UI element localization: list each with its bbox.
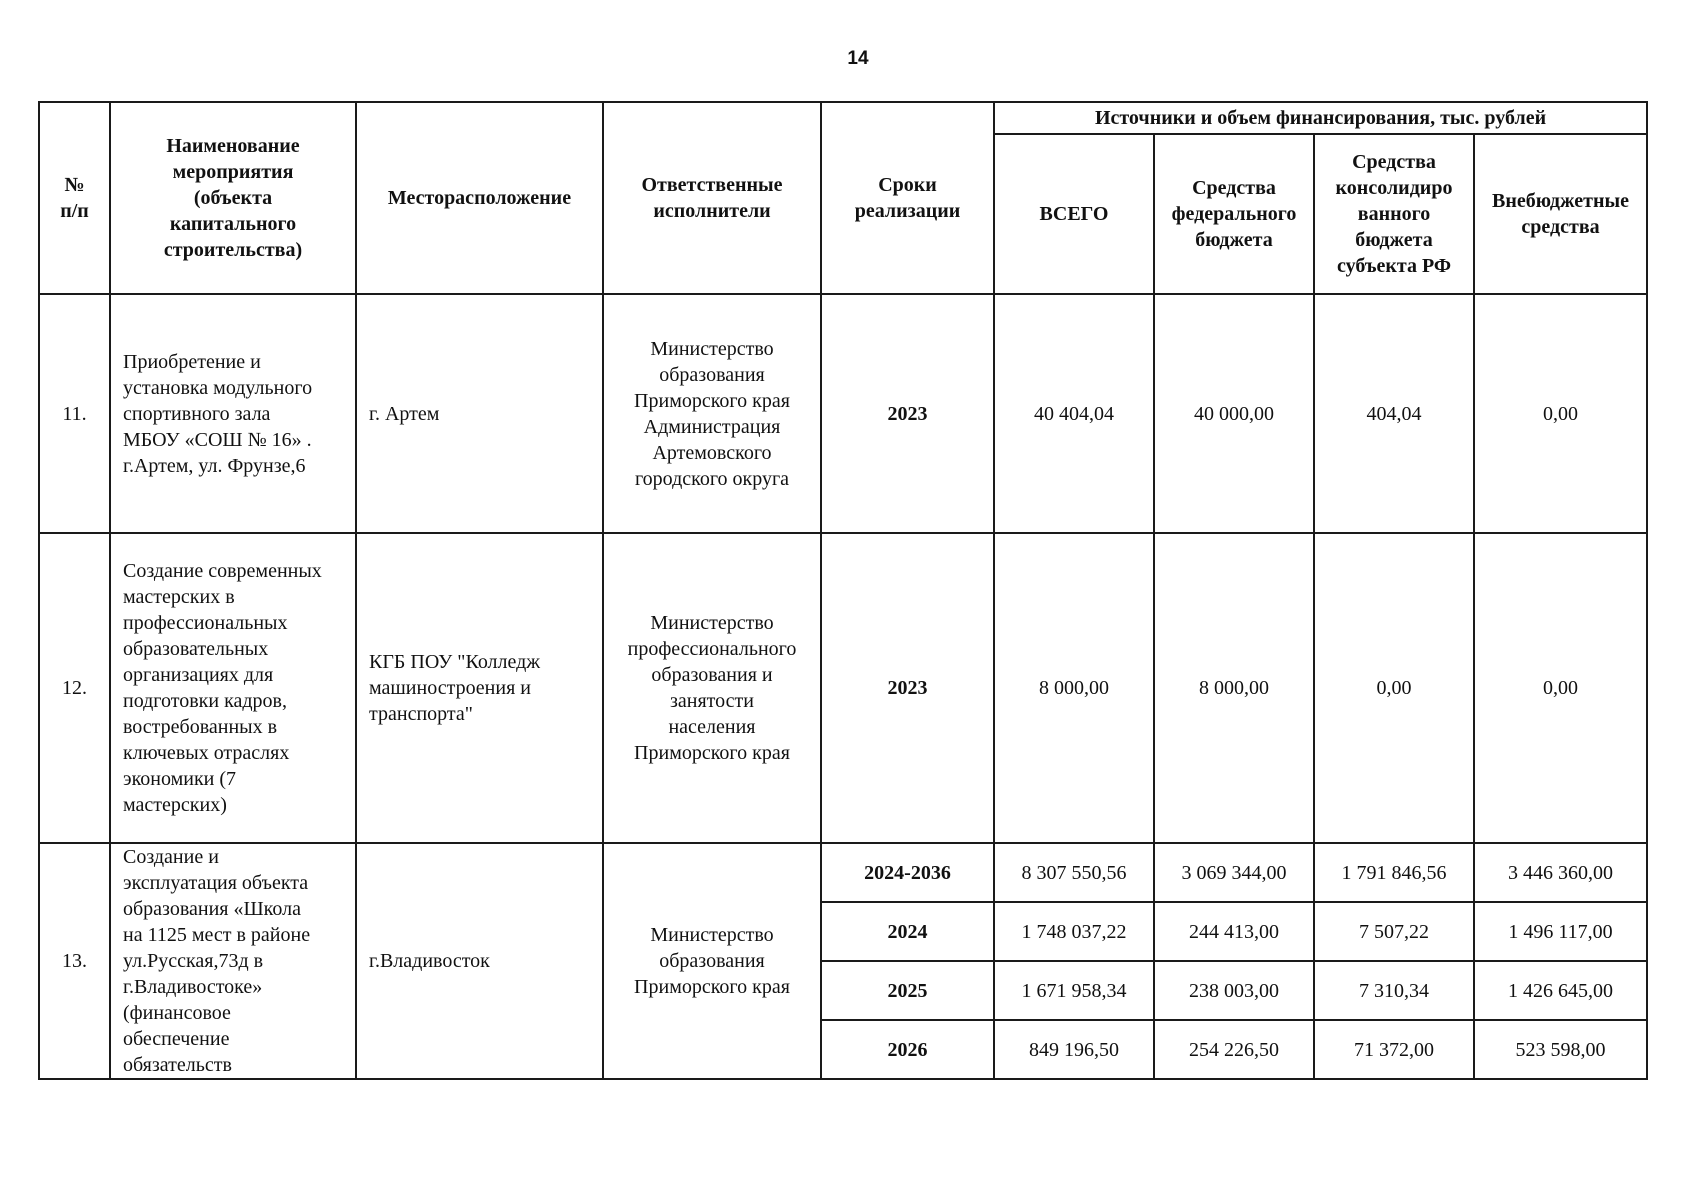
row-year: 2023 — [821, 294, 994, 533]
row-year: 2023 — [821, 533, 994, 843]
header-federal: Средства федерального бюджета — [1154, 134, 1314, 294]
row-executors: Министерство образования Приморского края Администрация Артемовского городского округа — [603, 294, 821, 533]
header-location: Месторасположение — [356, 102, 603, 294]
header-extra: Внебюджетные средства — [1474, 134, 1647, 294]
row-extra: 3 446 360,00 — [1474, 843, 1647, 902]
row-executors: Министерство образования Приморского края — [603, 843, 821, 1079]
row-federal: 40 000,00 — [1154, 294, 1314, 533]
row-year: 2024 — [821, 902, 994, 961]
row-federal: 3 069 344,00 — [1154, 843, 1314, 902]
header-name: Наименование мероприятия (объекта капитального строительства) — [110, 102, 356, 294]
row-name: Создание и эксплуатация объекта образования «Школа на 1125 мест в районе ул.Русская,73д в г.Владивостоке» (финансовое обеспечение обязательств — [110, 843, 356, 1079]
row-year: 2025 — [821, 961, 994, 1020]
header-executors: Ответственные исполнители — [603, 102, 821, 294]
row-executors: Министерство профессионального образования и занятости населения Приморского края — [603, 533, 821, 843]
table-row — [39, 533, 1647, 843]
row-num: 11. — [39, 294, 110, 533]
row-total: 8 000,00 — [994, 533, 1154, 843]
row-extra: 1 426 645,00 — [1474, 961, 1647, 1020]
row-location: г.Владивосток — [356, 843, 603, 1079]
row-extra: 1 496 117,00 — [1474, 902, 1647, 961]
header-funding-group: Источники и объем финансирования, тыс. рублей — [994, 102, 1647, 134]
row-location: г. Артем — [356, 294, 603, 533]
row-regional: 7 507,22 — [1314, 902, 1474, 961]
row-federal: 244 413,00 — [1154, 902, 1314, 961]
header-regional: Средства консолидиро ванного бюджета субъекта РФ — [1314, 134, 1474, 294]
table-row — [39, 294, 1647, 533]
header-period: Сроки реализации — [821, 102, 994, 294]
row-federal: 238 003,00 — [1154, 961, 1314, 1020]
page-number: 14 — [847, 48, 869, 69]
row-regional: 1 791 846,56 — [1314, 843, 1474, 902]
table-row — [39, 843, 1647, 902]
row-federal: 254 226,50 — [1154, 1020, 1314, 1079]
row-year: 2024-2036 — [821, 843, 994, 902]
row-regional: 0,00 — [1314, 533, 1474, 843]
row-federal: 8 000,00 — [1154, 533, 1314, 843]
row-num: 12. — [39, 533, 110, 843]
row-num: 13. — [39, 843, 110, 1079]
row-total: 1 748 037,22 — [994, 902, 1154, 961]
row-extra: 0,00 — [1474, 294, 1647, 533]
row-name: Создание современных мастерских в профессиональных образовательных организациях для подготовки кадров, востребованных в ключевых отраслях экономики (7 мастерских) — [110, 533, 356, 843]
row-total: 1 671 958,34 — [994, 961, 1154, 1020]
row-location: КГБ ПОУ "Колледж машиностроения и транспорта" — [356, 533, 603, 843]
row-total: 849 196,50 — [994, 1020, 1154, 1079]
row-extra: 0,00 — [1474, 533, 1647, 843]
header-num: № п/п — [39, 102, 110, 294]
row-regional: 404,04 — [1314, 294, 1474, 533]
row-total: 40 404,04 — [994, 294, 1154, 533]
row-extra: 523 598,00 — [1474, 1020, 1647, 1079]
row-regional: 71 372,00 — [1314, 1020, 1474, 1079]
row-regional: 7 310,34 — [1314, 961, 1474, 1020]
row-total: 8 307 550,56 — [994, 843, 1154, 902]
row-year: 2026 — [821, 1020, 994, 1079]
header-total: ВСЕГО — [994, 134, 1154, 294]
row-name: Приобретение и установка модульного спортивного зала МБОУ «СОШ № 16» . г.Артем, ул. Фрунзе,6 — [110, 294, 356, 533]
financing-table — [38, 101, 1648, 1080]
